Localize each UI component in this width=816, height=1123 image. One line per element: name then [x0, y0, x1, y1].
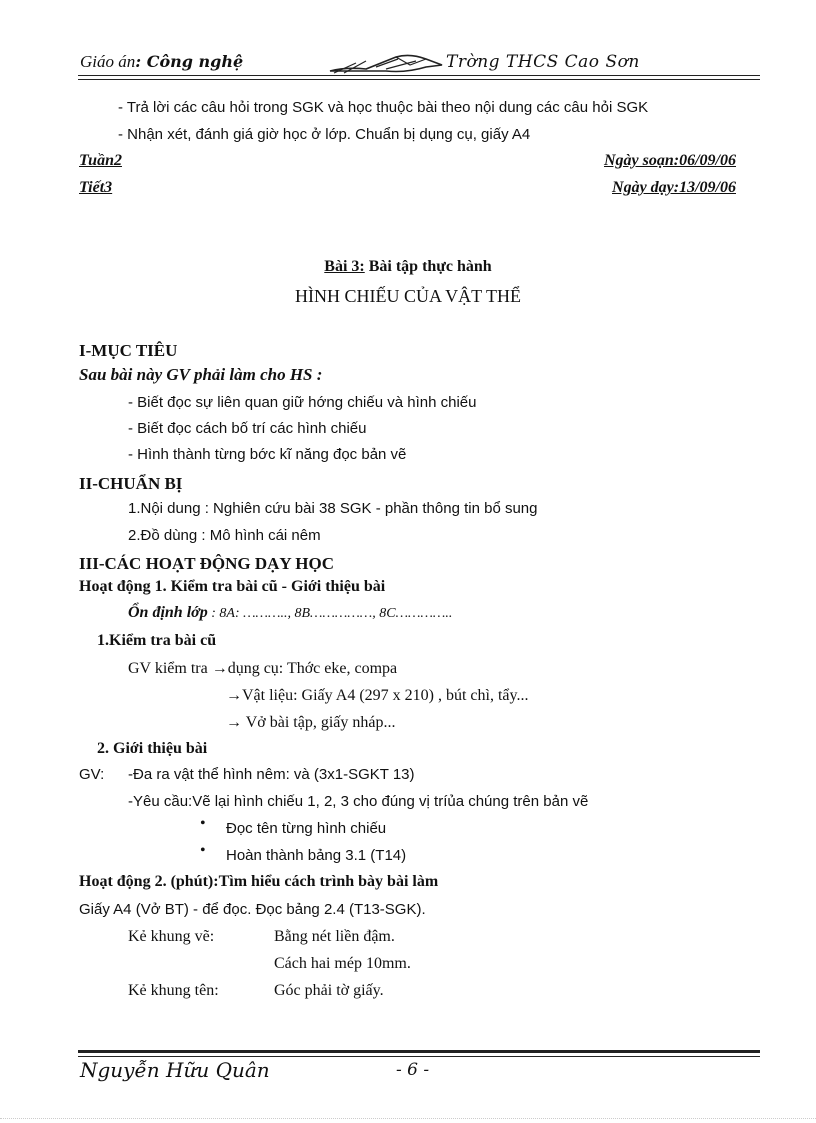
stabilize-line — [128, 604, 452, 622]
frame-value-2: Cách hai mép 10mm. — [274, 955, 411, 972]
check-line-1: GV kiểm tra →dụng cụ: Thớc eke, compa — [128, 660, 398, 677]
activity1-heading: Hoạt động 1. Kiểm tra bài cũ - Giới thiệu bài — [79, 578, 386, 595]
page-number: - 6 - — [396, 1060, 430, 1080]
gv-label: GV: — [79, 766, 105, 783]
intro-line-2: - Nhận xét, đánh giá giờ học ở lớp. Chuẩn bị dụng cụ, giấy A4 — [118, 126, 531, 143]
bullet-icon: • — [200, 842, 206, 859]
objective-item-2: - Biết đọc cách bố trí các hình chiếu — [128, 420, 367, 437]
frame-label: Kẻ khung vẽ: — [128, 928, 215, 945]
prep-item-1: 1.Nội dung : Nghiên cứu bài 38 SGK - phần thông tin bổ sung — [128, 500, 538, 517]
week-label: Tuần2 — [79, 152, 122, 169]
stabilize-value: : 8A: ……….., 8B……………, 8C………….. — [207, 606, 453, 621]
lesson-heading — [0, 258, 816, 276]
intro-line-1: - Trả lời các câu hỏi trong SGK và học thuộc bài theo nội dung các câu hỏi SGK — [118, 99, 649, 116]
header-subject-label: Giáo án — [80, 52, 136, 71]
requirement-line: -Yêu cầu:Vẽ lại hình chiếu 1, 2, 3 cho đúng vị tríủa chúng trên bản vẽ — [128, 793, 589, 810]
section2-heading: II-CHUẨN BỊ — [79, 474, 183, 493]
bullet-icon: • — [200, 815, 206, 832]
name-frame-value: Góc phải tờ giấy. — [274, 982, 384, 999]
bullet-item-2: Hoàn thành bảng 3.1 (T14) — [226, 847, 407, 864]
gv-line: -Đa ra vật thể hình nêm: và (3x1-SGKT 13) — [128, 766, 415, 783]
section1-intro: Sau bài này GV phải làm cho HS : — [79, 365, 323, 384]
objective-item-1: - Biết đọc sự liên quan giữ hớng chiếu và hình chiếu — [128, 394, 477, 411]
footer-rule — [78, 1050, 760, 1053]
check-heading: 1.Kiểm tra bài cũ — [97, 632, 217, 649]
period-label: Tiết3 — [79, 179, 113, 196]
paper-line: Giấy A4 (Vở BT) - để đọc. Đọc bảng 2.4 (T13-SGK). — [79, 901, 426, 918]
teach-date: Ngày dạy:13/09/06 — [612, 179, 736, 196]
section3-heading: III-CÁC HOẠT ĐỘNG DẠY HỌC — [79, 554, 335, 573]
lesson-label: Bài 3: — [324, 258, 365, 275]
name-frame-label: Kẻ khung tên: — [128, 982, 219, 999]
header-subject-value: : Công nghệ — [135, 52, 244, 71]
page-edge — [0, 1118, 816, 1119]
bullet-item-1: Đọc tên từng hình chiếu — [226, 820, 387, 837]
objective-item-3: - Hình thành từng bớc kĩ năng đọc bản vẽ — [128, 446, 407, 463]
section1-heading: I-MỤC TIÊU — [79, 341, 178, 360]
header-rule — [78, 75, 760, 76]
header-subject — [80, 52, 243, 72]
intro-heading: 2. Giới thiệu bài — [97, 740, 208, 757]
check-line-3: → Vở bài tập, giấy nháp... — [226, 714, 396, 731]
prep-date: Ngày soạn:06/09/06 — [604, 152, 736, 169]
check-line-2: →Vật liệu: Giấy A4 (297 x 210) , bút chì, tẩy... — [226, 687, 529, 704]
header-school: Trờng THCS Cao Sơn — [446, 52, 640, 72]
pen-logo-icon — [326, 49, 446, 77]
stabilize-label: Ổn định lớp — [128, 604, 208, 621]
lesson-title: HÌNH CHIẾU CỦA VẬT THỂ — [294, 286, 521, 306]
lesson-subtitle: Bài tập thực hành — [364, 258, 492, 275]
prep-item-2: 2.Đồ dùng : Mô hình cái nêm — [128, 527, 321, 544]
frame-value-1: Bằng nét liền đậm. — [274, 928, 395, 945]
activity2-heading: Hoạt động 2. (phút):Tìm hiểu cách trình bày bài làm — [79, 873, 439, 890]
header-rule-thin — [78, 79, 760, 80]
footer-rule-thin — [78, 1056, 760, 1057]
footer-author: Nguyễn Hữu Quân — [80, 1058, 270, 1082]
